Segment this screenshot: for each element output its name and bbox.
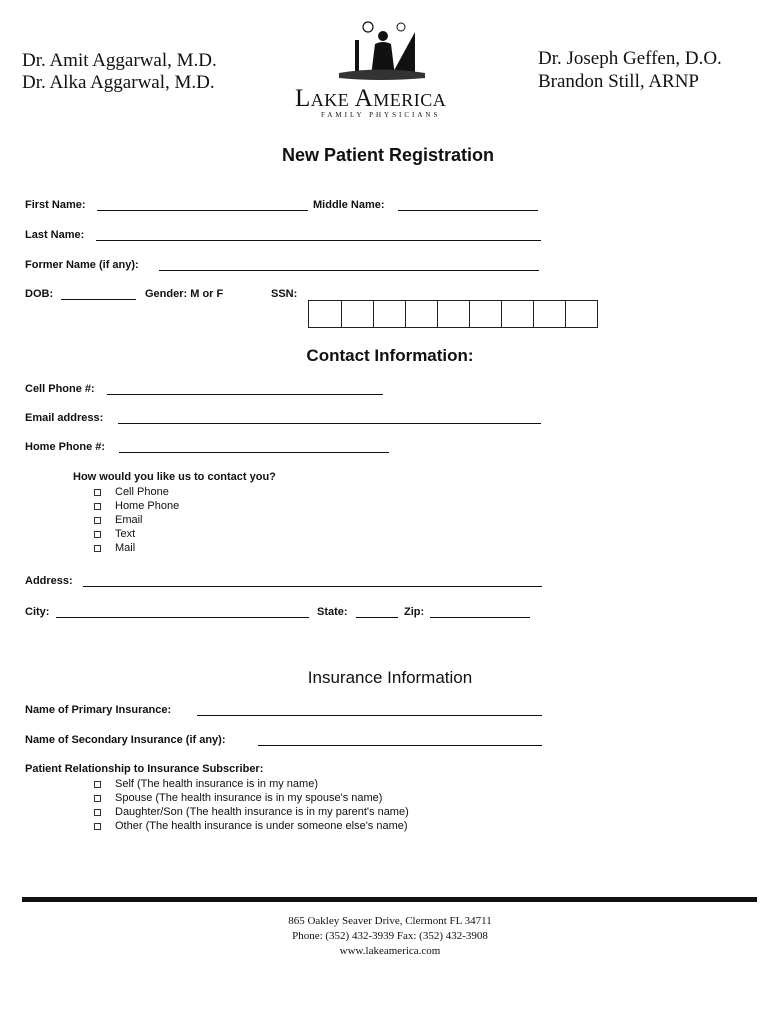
practice-logo [295,18,480,120]
footer-address: 865 Oakley Seaver Drive, Clermont FL 34711 [288,915,492,927]
option-email[interactable]: Email [94,513,179,527]
left-physicians [22,50,217,94]
checkbox[interactable] [94,781,101,788]
physician-name: Brandon Still, ARNP [538,71,699,92]
logo-mark-icon [295,18,480,88]
checkbox[interactable] [94,809,101,816]
former-name-label: Former Name (if any): [25,259,139,271]
state-field[interactable] [356,617,398,618]
state-label: State: [317,606,348,618]
email-field[interactable] [118,423,541,424]
cell-phone-field[interactable] [107,394,383,395]
relationship-label: Patient Relationship to Insurance Subscriber: [25,763,264,775]
address-field[interactable] [83,586,542,587]
footer-website: www.lakeamerica.com [339,945,441,957]
last-name-label: Last Name: [25,229,85,241]
checkbox[interactable] [94,517,101,524]
physician-name: Dr. Alka Aggarwal, M.D. [22,72,215,93]
option-text[interactable]: Text [94,527,179,541]
footer-divider [22,897,757,902]
ssn-digit-divider [565,301,566,327]
secondary-insurance-label: Name of Secondary Insurance (if any): [25,734,226,746]
checkbox[interactable] [94,503,101,510]
zip-label: Zip: [404,606,425,618]
primary-insurance-field[interactable] [197,715,542,716]
first-name-label: First Name: [25,199,86,211]
footer-phone: Phone: (352) 432-3939 Fax: (352) 432-3908 [292,930,488,942]
first-name-field[interactable] [97,210,308,211]
checkbox[interactable] [94,489,101,496]
option-other[interactable]: Other (The health insurance is under someone else's name) [94,819,409,833]
city-field[interactable] [56,617,309,618]
checkbox[interactable] [94,545,101,552]
contact-preference-options [94,485,179,555]
physician-name: Dr. Amit Aggarwal, M.D. [22,50,217,71]
physician-name: Dr. Joseph Geffen, D.O. [538,48,722,69]
option-self[interactable]: Self (The health insurance is in my name) [94,777,409,791]
email-label: Email address: [25,412,104,424]
checkbox[interactable] [94,531,101,538]
zip-field[interactable] [430,617,530,618]
home-phone-field[interactable] [119,452,389,453]
ssn-digit-divider [405,301,406,327]
ssn-digit-divider [341,301,342,327]
ssn-field[interactable] [308,300,598,328]
contact-preference-question: How would you like us to contact you? [73,471,276,483]
last-name-field[interactable] [96,240,541,241]
logo-subtitle: FAMILY PHYSICIANS [321,111,441,119]
middle-name-field[interactable] [398,210,538,211]
logo-name: Lake America [295,85,447,112]
cell-phone-label: Cell Phone #: [25,383,95,395]
ssn-digit-divider [533,301,534,327]
dob-label: DOB: [25,288,54,300]
option-home-phone[interactable]: Home Phone [94,499,179,513]
primary-insurance-label: Name of Primary Insurance: [25,704,172,716]
middle-name-label: Middle Name: [313,199,385,211]
secondary-insurance-field[interactable] [258,745,542,746]
right-physicians [538,47,722,93]
checkbox[interactable] [94,795,101,802]
form-title: New Patient Registration [281,145,495,165]
option-mail[interactable]: Mail [94,541,179,555]
ssn-digit-divider [373,301,374,327]
ssn-digit-divider [501,301,502,327]
ssn-digit-divider [437,301,438,327]
option-daughter-son[interactable]: Daughter/Son (The health insurance is in my parent's name) [94,805,409,819]
dob-field[interactable] [61,299,136,300]
former-name-field[interactable] [159,270,539,271]
address-label: Address: [25,575,73,587]
insurance-section-title: Insurance Information [307,668,473,687]
gender-label: Gender: M or F [145,288,224,300]
home-phone-label: Home Phone #: [25,441,106,453]
ssn-digit-divider [469,301,470,327]
city-label: City: [25,606,50,618]
contact-section-title: Contact Information: [306,346,474,365]
option-spouse[interactable]: Spouse (The health insurance is in my spouse's name) [94,791,409,805]
relationship-options [94,777,409,833]
ssn-label: SSN: [271,288,298,300]
option-cell-phone[interactable]: Cell Phone [94,485,179,499]
checkbox[interactable] [94,823,101,830]
